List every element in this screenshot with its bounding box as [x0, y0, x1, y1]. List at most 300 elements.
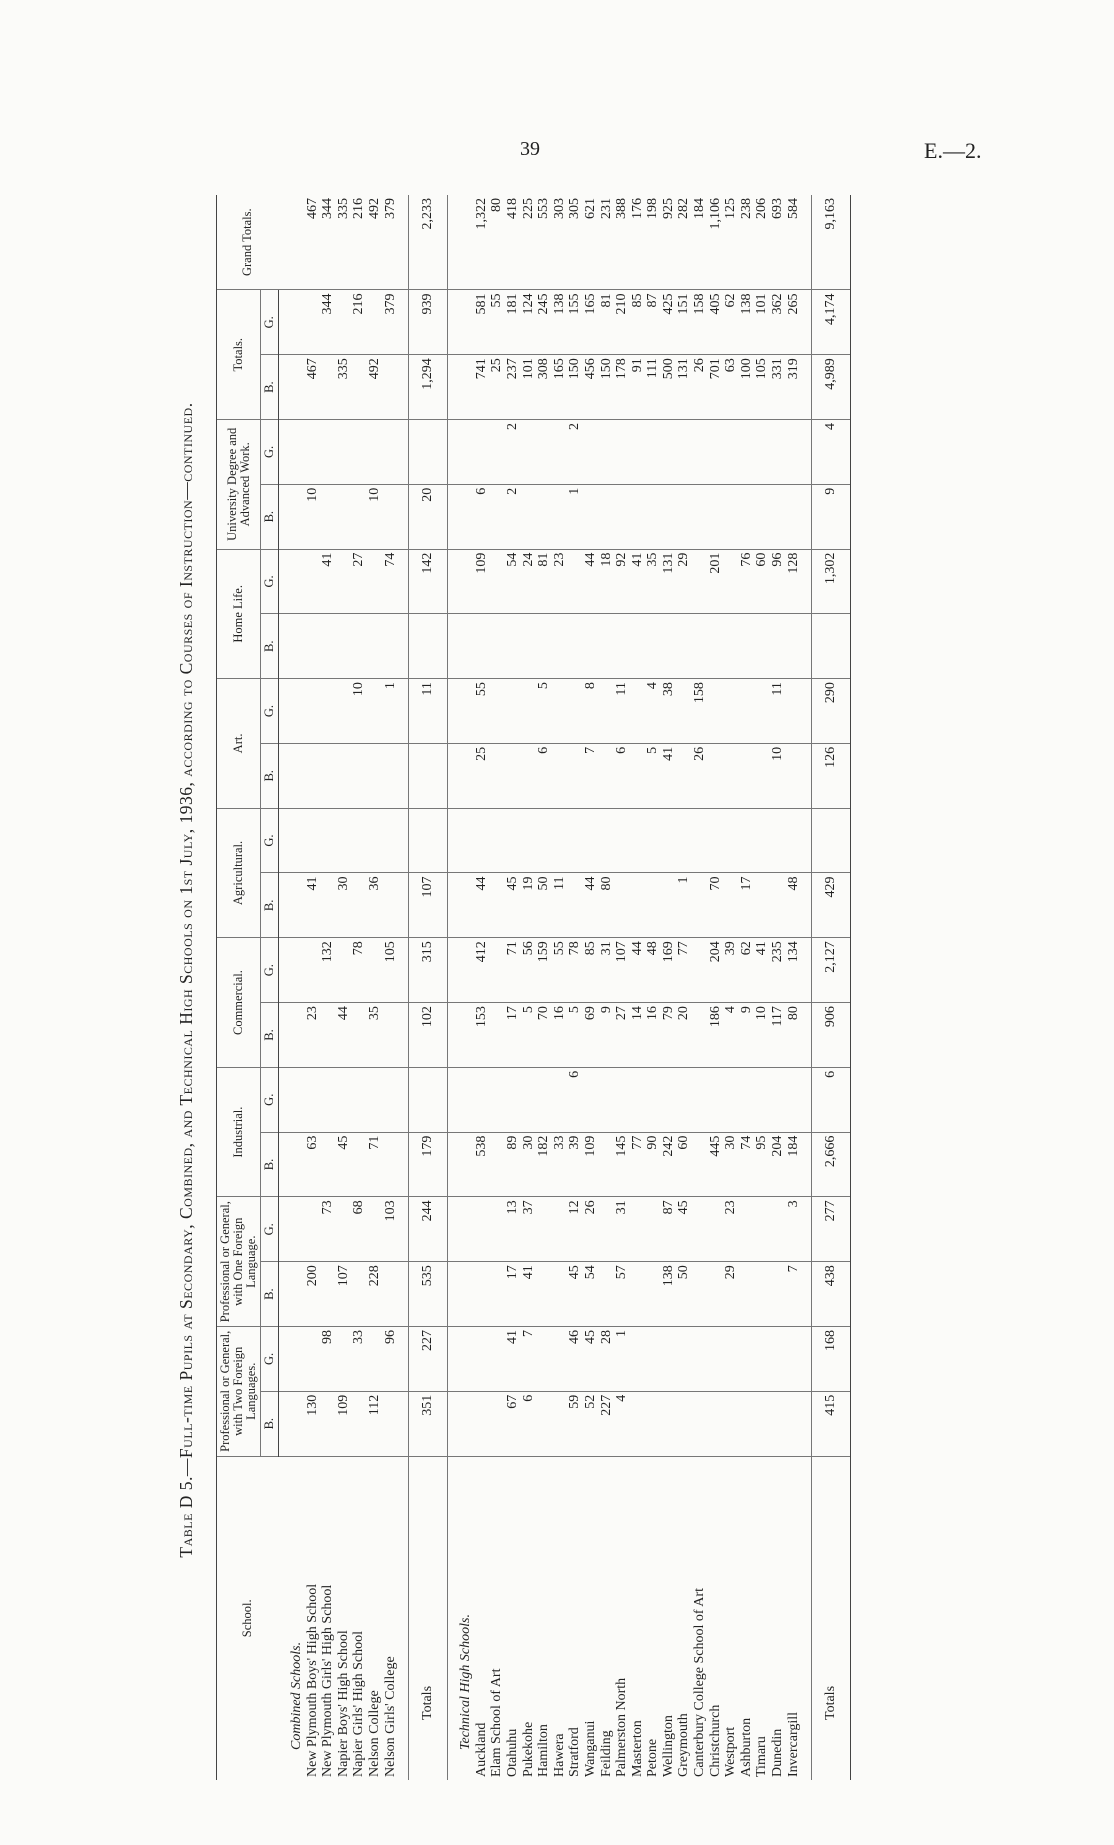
spacer-cell [448, 808, 459, 873]
value-cell: 425 [661, 290, 677, 355]
value-cell [567, 873, 583, 938]
value-cell [383, 1391, 399, 1456]
spacer-cell [448, 1262, 459, 1327]
value-cell [645, 1067, 661, 1132]
school-name: Invercargill [785, 1711, 801, 1777]
value-cell: 45 [336, 1132, 352, 1197]
totals-label: Totals [812, 1456, 851, 1780]
spacer-cell [398, 1391, 409, 1456]
spacer-cell [448, 420, 459, 485]
value-cell: 55 [489, 290, 505, 355]
total-cell: 168 [812, 1327, 851, 1392]
value-cell: 77 [630, 1132, 646, 1197]
spacer-cell [279, 420, 290, 485]
value-cell: 31 [599, 938, 615, 1003]
value-cell: 319 [786, 355, 802, 420]
value-cell: 87 [645, 290, 661, 355]
spacer-cell [448, 290, 459, 355]
empty-cell [458, 1262, 474, 1327]
value-cell: 60 [676, 1132, 692, 1197]
value-cell: 6 [567, 1067, 583, 1132]
table-row [708, 195, 724, 1780]
value-cell: 138 [552, 290, 568, 355]
value-cell [552, 1197, 568, 1262]
table-caption: Table D 5.—Full-time Pupils at Secondary, Combined, and Technical High Schools on 1st July, 1936, according to Courses of Instruction—continued. [176, 402, 196, 1558]
value-cell [614, 420, 630, 485]
spacer-cell [448, 1456, 459, 1780]
value-cell [383, 1003, 399, 1068]
spacer-row [398, 195, 409, 1780]
value-cell [723, 1391, 739, 1456]
value-cell: 80 [786, 1003, 802, 1068]
empty-cell [458, 938, 474, 1003]
table-row [676, 195, 692, 1780]
value-cell: 95 [754, 1132, 770, 1197]
value-cell: 6 [614, 743, 630, 808]
value-cell [786, 614, 802, 679]
value-cell: 176 [630, 195, 646, 290]
value-cell: 63 [305, 1132, 321, 1197]
value-cell: 98 [320, 1327, 336, 1392]
total-cell: 277 [812, 1197, 851, 1262]
value-cell [754, 1391, 770, 1456]
spacer-cell [279, 549, 290, 614]
value-cell: 235 [770, 938, 786, 1003]
value-cell: 79 [661, 1003, 677, 1068]
value-cell [630, 1327, 646, 1392]
value-cell [320, 420, 336, 485]
value-cell [336, 614, 352, 679]
value-cell [723, 614, 739, 679]
value-cell: 54 [583, 1262, 599, 1327]
total-cell: 1,302 [812, 549, 851, 614]
empty-cell [289, 743, 305, 808]
table-row [474, 195, 490, 1780]
value-cell [645, 614, 661, 679]
value-cell: 265 [786, 290, 802, 355]
value-cell [599, 1067, 615, 1132]
value-cell: 10 [770, 743, 786, 808]
value-cell: 7 [583, 743, 599, 808]
value-cell [630, 1391, 646, 1456]
value-cell [351, 743, 367, 808]
value-cell [536, 1391, 552, 1456]
value-cell [754, 614, 770, 679]
value-cell [521, 614, 537, 679]
value-cell: 169 [661, 938, 677, 1003]
value-cell [351, 1391, 367, 1456]
school-name: Canterbury College School of Art [692, 1588, 708, 1777]
section-row [458, 195, 474, 1780]
value-cell: 2 [505, 420, 521, 485]
page-code: E.—2. [924, 138, 982, 163]
school-name: Timaru [754, 1736, 770, 1777]
value-cell: 30 [521, 1132, 537, 1197]
value-cell: 85 [630, 290, 646, 355]
value-cell [676, 420, 692, 485]
school-name: Nelson Girls' College [382, 1656, 398, 1777]
value-cell: 231 [599, 195, 615, 290]
value-cell [336, 938, 352, 1003]
spacer-cell [279, 614, 290, 679]
value-cell [536, 1262, 552, 1327]
value-cell: 7 [786, 1262, 802, 1327]
school-name: Pukekohe [520, 1721, 536, 1777]
value-cell: 282 [676, 195, 692, 290]
value-cell: 186 [708, 1003, 724, 1068]
value-cell [614, 1067, 630, 1132]
value-cell [661, 1327, 677, 1392]
value-cell [630, 873, 646, 938]
school-name: Napier Girls' High School [351, 1630, 367, 1777]
value-cell: 117 [770, 1003, 786, 1068]
value-cell [630, 614, 646, 679]
value-cell [351, 808, 367, 873]
value-cell: 101 [754, 290, 770, 355]
section-row [289, 195, 305, 1780]
spacer-cell [279, 1262, 290, 1327]
value-cell [770, 1391, 786, 1456]
value-cell: 128 [786, 549, 802, 614]
value-cell: 48 [645, 938, 661, 1003]
value-cell [754, 679, 770, 744]
value-cell [336, 549, 352, 614]
value-cell: 200 [305, 1262, 321, 1327]
group-header: Professional or General, with One Foreign Language. [217, 1197, 261, 1327]
value-cell [305, 420, 321, 485]
value-cell [320, 1067, 336, 1132]
value-cell: 1 [383, 679, 399, 744]
value-cell [383, 808, 399, 873]
value-cell: 109 [583, 1132, 599, 1197]
value-cell [645, 1327, 661, 1392]
total-cell: 4,989 [812, 355, 851, 420]
section-title: Technical High Schools. [458, 1614, 474, 1750]
value-cell [567, 549, 583, 614]
value-cell: 29 [676, 549, 692, 614]
empty-cell [289, 1197, 305, 1262]
value-cell [489, 1003, 505, 1068]
value-cell [786, 1327, 802, 1392]
value-cell: 538 [474, 1132, 490, 1197]
rotated-table-container [170, 180, 930, 1780]
value-cell [351, 1132, 367, 1197]
value-cell [367, 1067, 383, 1132]
value-cell: 701 [708, 355, 724, 420]
value-cell [552, 1262, 568, 1327]
value-cell: 178 [614, 355, 630, 420]
value-cell: 132 [320, 938, 336, 1003]
spacer-cell [279, 873, 290, 938]
value-cell [320, 743, 336, 808]
value-cell [320, 355, 336, 420]
value-cell [692, 873, 708, 938]
value-cell [383, 1067, 399, 1132]
value-cell [754, 1327, 770, 1392]
value-cell [599, 484, 615, 549]
value-cell [552, 1327, 568, 1392]
value-cell [489, 549, 505, 614]
value-cell [599, 743, 615, 808]
value-cell [599, 679, 615, 744]
spacer-cell [398, 355, 409, 420]
total-cell [409, 1067, 448, 1132]
value-cell [505, 743, 521, 808]
value-cell: 44 [583, 873, 599, 938]
value-cell: 184 [692, 195, 708, 290]
value-cell [567, 743, 583, 808]
value-cell: 89 [505, 1132, 521, 1197]
value-cell [770, 1262, 786, 1327]
value-cell [614, 484, 630, 549]
girls-header: G. [261, 938, 279, 1003]
value-cell [614, 873, 630, 938]
spacer-cell [448, 1003, 459, 1068]
total-cell: 315 [409, 938, 448, 1003]
value-cell: 216 [351, 290, 367, 355]
value-cell [489, 1132, 505, 1197]
value-cell [505, 1067, 521, 1132]
spacer-cell [801, 195, 812, 290]
empty-cell [458, 195, 474, 290]
spacer-cell [801, 290, 812, 355]
value-cell [351, 355, 367, 420]
value-cell [552, 743, 568, 808]
boys-header: B. [261, 355, 279, 420]
spacer-cell [279, 808, 290, 873]
value-cell [552, 1391, 568, 1456]
empty-cell [289, 420, 305, 485]
value-cell: 467 [305, 195, 321, 290]
value-cell [474, 808, 490, 873]
empty-cell [289, 549, 305, 614]
value-cell [552, 1067, 568, 1132]
spacer-cell [801, 808, 812, 873]
value-cell: 31 [614, 1197, 630, 1262]
value-cell [645, 1262, 661, 1327]
value-cell: 4 [645, 679, 661, 744]
value-cell: 2 [567, 420, 583, 485]
spacer-cell [279, 1456, 290, 1780]
value-cell [320, 484, 336, 549]
spacer-cell [398, 679, 409, 744]
spacer-cell [801, 938, 812, 1003]
spacer-cell [801, 679, 812, 744]
value-cell: 125 [723, 195, 739, 290]
empty-cell [289, 873, 305, 938]
value-cell [305, 743, 321, 808]
value-cell [708, 614, 724, 679]
value-cell [536, 808, 552, 873]
group-header: Home Life. [217, 549, 261, 679]
value-cell [786, 1067, 802, 1132]
value-cell: 456 [583, 355, 599, 420]
total-cell [812, 808, 851, 873]
value-cell [367, 614, 383, 679]
value-cell [505, 679, 521, 744]
spacer-cell [279, 1067, 290, 1132]
spacer-cell [448, 484, 459, 549]
value-cell [786, 808, 802, 873]
value-cell: 100 [739, 355, 755, 420]
value-cell [320, 614, 336, 679]
value-cell: 41 [630, 549, 646, 614]
spacer-cell [448, 549, 459, 614]
value-cell: 9 [599, 1003, 615, 1068]
spacer-row [448, 195, 459, 1780]
spacer-cell [279, 1391, 290, 1456]
spacer-cell [448, 873, 459, 938]
spacer-row [279, 195, 290, 1780]
value-cell: 45 [567, 1262, 583, 1327]
value-cell: 131 [661, 549, 677, 614]
value-cell [305, 808, 321, 873]
spacer-cell [801, 743, 812, 808]
value-cell [552, 808, 568, 873]
empty-cell [289, 290, 305, 355]
value-cell: 150 [599, 355, 615, 420]
value-cell: 1,322 [474, 195, 490, 290]
spacer-cell [398, 743, 409, 808]
spacer-cell [279, 1132, 290, 1197]
value-cell [305, 679, 321, 744]
value-cell: 412 [474, 938, 490, 1003]
group-header: Professional or General, with Two Foreign Languages. [217, 1327, 261, 1457]
value-cell [351, 614, 367, 679]
total-cell: 939 [409, 290, 448, 355]
value-cell: 57 [614, 1262, 630, 1327]
value-cell [739, 743, 755, 808]
value-cell: 71 [367, 1132, 383, 1197]
value-cell [708, 1197, 724, 1262]
value-cell: 76 [739, 549, 755, 614]
school-name: Napier Boys' High School [335, 1630, 351, 1777]
value-cell [770, 484, 786, 549]
spacer-cell [279, 290, 290, 355]
value-cell: 1,106 [708, 195, 724, 290]
spacer-cell [801, 1391, 812, 1456]
spacer-cell [448, 195, 459, 290]
spacer-cell [801, 549, 812, 614]
value-cell [692, 1003, 708, 1068]
table-body [279, 195, 851, 1780]
table-row [305, 195, 321, 1780]
value-cell [723, 1327, 739, 1392]
value-cell [723, 549, 739, 614]
table-row [536, 195, 552, 1780]
empty-cell [289, 1391, 305, 1456]
value-cell [599, 614, 615, 679]
value-cell: 228 [367, 1262, 383, 1327]
value-cell: 155 [567, 290, 583, 355]
value-cell: 111 [645, 355, 661, 420]
value-cell: 91 [630, 355, 646, 420]
value-cell: 28 [599, 1327, 615, 1392]
total-cell: 4 [812, 420, 851, 485]
girls-header: G. [261, 1067, 279, 1132]
empty-cell [458, 614, 474, 679]
value-cell [489, 420, 505, 485]
value-cell [521, 808, 537, 873]
value-cell [754, 1197, 770, 1262]
value-cell: 165 [552, 355, 568, 420]
empty-cell [289, 1132, 305, 1197]
value-cell [739, 1067, 755, 1132]
value-cell: 35 [367, 1003, 383, 1068]
girls-header: G. [261, 808, 279, 873]
value-cell [583, 614, 599, 679]
value-cell: 70 [536, 1003, 552, 1068]
value-cell [383, 1132, 399, 1197]
value-cell [367, 1327, 383, 1392]
school-name: Elam School of Art [489, 1668, 505, 1777]
value-cell [536, 1327, 552, 1392]
value-cell [630, 1262, 646, 1327]
value-cell: 23 [552, 549, 568, 614]
table-row [521, 195, 537, 1780]
value-cell: 63 [723, 355, 739, 420]
grand-total-header: Grand Totals. [217, 195, 279, 290]
spacer-cell [801, 420, 812, 485]
value-cell: 35 [645, 549, 661, 614]
value-cell [739, 1327, 755, 1392]
value-cell: 17 [505, 1262, 521, 1327]
total-cell: 2,666 [812, 1132, 851, 1197]
value-cell: 500 [661, 355, 677, 420]
value-cell [723, 679, 739, 744]
spacer-cell [279, 1197, 290, 1262]
value-cell [489, 679, 505, 744]
value-cell [770, 614, 786, 679]
total-cell [409, 420, 448, 485]
total-cell: 142 [409, 549, 448, 614]
value-cell [489, 1327, 505, 1392]
value-cell: 10 [351, 679, 367, 744]
value-cell: 335 [336, 195, 352, 290]
value-cell: 112 [367, 1391, 383, 1456]
value-cell: 204 [770, 1132, 786, 1197]
value-cell [489, 1262, 505, 1327]
total-cell: 2,233 [409, 195, 448, 290]
value-cell: 23 [305, 1003, 321, 1068]
empty-cell [458, 679, 474, 744]
value-cell [552, 484, 568, 549]
total-cell: 126 [812, 743, 851, 808]
value-cell [474, 1067, 490, 1132]
value-cell [739, 679, 755, 744]
value-cell [708, 1327, 724, 1392]
spacer-cell [398, 1197, 409, 1262]
value-cell [305, 938, 321, 1003]
value-cell [645, 1391, 661, 1456]
value-cell: 201 [708, 549, 724, 614]
value-cell [661, 420, 677, 485]
value-cell [521, 484, 537, 549]
value-cell [351, 484, 367, 549]
value-cell: 5 [521, 1003, 537, 1068]
value-cell: 55 [552, 938, 568, 1003]
value-cell: 1 [614, 1327, 630, 1392]
value-cell [367, 1197, 383, 1262]
girls-header: G. [261, 1327, 279, 1392]
total-cell [409, 743, 448, 808]
school-name: Feilding [598, 1730, 614, 1777]
value-cell: 109 [336, 1391, 352, 1456]
totals-label: Totals [409, 1456, 448, 1780]
value-cell [708, 484, 724, 549]
value-cell: 46 [567, 1327, 583, 1392]
value-cell [786, 679, 802, 744]
